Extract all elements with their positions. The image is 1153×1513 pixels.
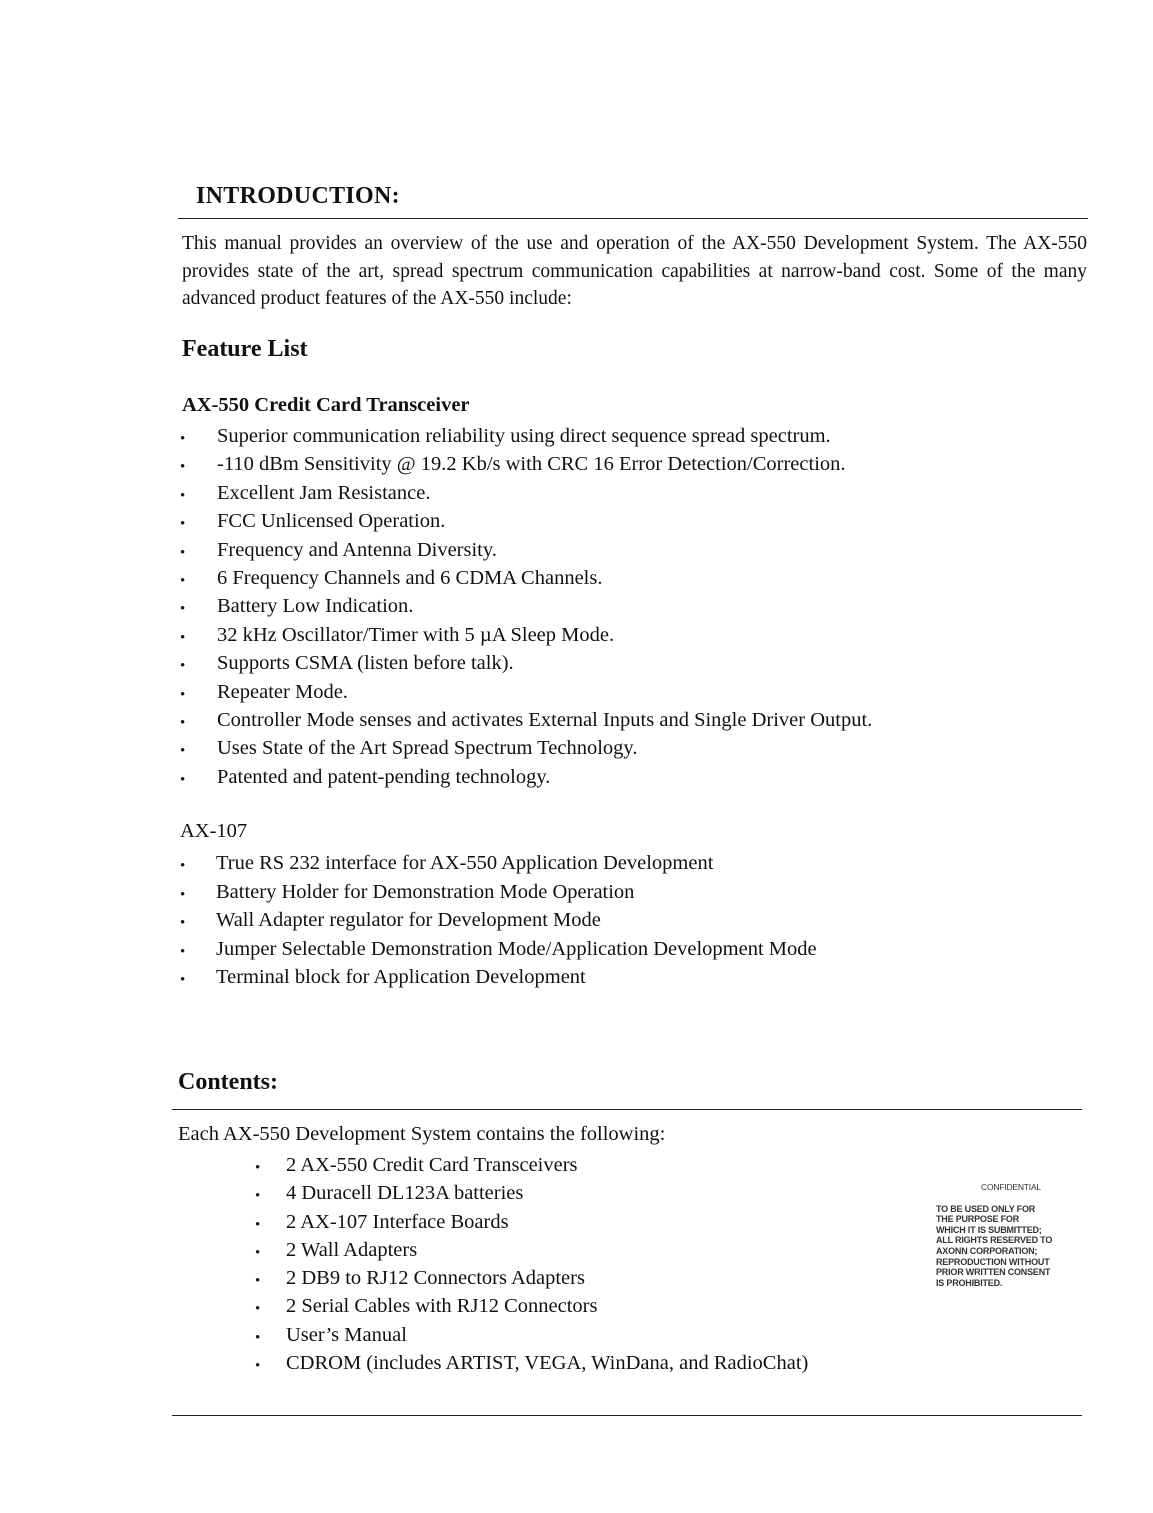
list-item — [255, 1151, 808, 1179]
contents-intro: Each AX-550 Development System contains the following: — [178, 1123, 666, 1145]
stamp-line: THE PURPOSE FOR — [936, 1214, 1020, 1225]
list-item-text: User’s Manual — [286, 1323, 407, 1346]
stamp-line: ALL RIGHTS RESERVED TO — [936, 1235, 1053, 1246]
list-item — [180, 963, 817, 992]
list-item-text: Supports CSMA (listen before talk). — [217, 652, 514, 675]
list-item-text: 2 AX-550 Credit Card Transceivers — [286, 1154, 578, 1176]
list-item-text: True RS 232 interface for AX-550 Application Development — [216, 852, 714, 874]
list-item — [255, 1208, 808, 1236]
list-item — [255, 1236, 808, 1264]
list-item — [180, 678, 872, 706]
list-item-text: 6 Frequency Channels and 6 CDMA Channels. — [217, 566, 603, 589]
confidential-stamp — [936, 1182, 1096, 1288]
confidential-stamp-lines — [936, 1204, 1096, 1289]
bullet-icon: • — [180, 943, 186, 960]
bullet-icon: • — [255, 1301, 261, 1318]
list-item-text: CDROM (includes ARTIST, VEGA, WinDana, and RadioChat) — [286, 1352, 809, 1375]
bullet-icon: • — [180, 516, 186, 533]
bullet-icon: • — [255, 1273, 261, 1290]
list-item-text: Battery Low Indication. — [217, 595, 414, 618]
list-item — [180, 849, 817, 878]
list-item-text: Repeater Mode. — [217, 680, 348, 703]
list-item-text: Frequency and Antenna Diversity. — [217, 538, 497, 561]
ax107-feature-list — [180, 849, 817, 992]
list-item-text: Jumper Selectable Demonstration Mode/Application Development Mode — [216, 937, 817, 960]
bullet-icon: • — [180, 714, 186, 731]
list-item-text: Battery Holder for Demonstration Mode Operation — [216, 880, 635, 903]
list-item — [180, 621, 872, 649]
bullet-icon: • — [180, 658, 186, 675]
stamp-line: TO BE USED ONLY FOR — [936, 1203, 1036, 1214]
introduction-rule — [178, 218, 1088, 219]
bullet-icon: • — [180, 459, 186, 476]
bullet-icon: • — [255, 1329, 261, 1346]
bullet-icon: • — [180, 743, 186, 760]
bullet-icon: • — [180, 629, 186, 646]
stamp-line: IS PROHIBITED. — [936, 1277, 1003, 1288]
list-item — [180, 906, 817, 935]
list-item — [180, 878, 817, 907]
introduction-heading: INTRODUCTION: — [196, 183, 400, 209]
bullet-icon: • — [180, 915, 186, 932]
bullet-icon: • — [180, 601, 186, 618]
list-item — [180, 649, 872, 677]
stamp-line: WHICH IT IS SUBMITTED; — [936, 1224, 1042, 1235]
contents-list — [255, 1151, 809, 1377]
transceiver-feature-list — [180, 422, 873, 791]
contents-rule — [172, 1109, 1082, 1110]
list-item-text: 2 DB9 to RJ12 Connectors Adapters — [286, 1267, 585, 1290]
list-item — [180, 564, 872, 592]
list-item — [255, 1179, 808, 1207]
bullet-icon: • — [255, 1216, 261, 1233]
list-item-text: Wall Adapter regulator for Development Mode — [216, 909, 601, 932]
list-item — [180, 479, 872, 507]
bullet-icon: • — [255, 1160, 261, 1176]
list-item — [255, 1321, 808, 1349]
stamp-line: PRIOR WRITTEN CONSENT — [936, 1267, 1051, 1278]
bullet-icon: • — [180, 972, 186, 989]
list-item — [180, 734, 872, 762]
list-item — [255, 1292, 808, 1320]
bullet-icon: • — [255, 1188, 261, 1205]
list-item-text: Patented and patent-pending technology. — [217, 765, 551, 788]
list-item-text: Superior communication reliability using direct sequence spread spectrum. — [217, 425, 831, 447]
list-item — [180, 763, 872, 791]
list-item-text: Terminal block for Application Development — [216, 966, 586, 989]
contents-heading: Contents: — [178, 1069, 278, 1095]
bullet-icon: • — [180, 771, 186, 788]
list-item-text: 2 Wall Adapters — [286, 1238, 418, 1261]
transceiver-heading: AX-550 Credit Card Transceiver — [182, 394, 470, 416]
ax107-heading: AX-107 — [180, 820, 248, 842]
list-item-text: Excellent Jam Resistance. — [217, 481, 431, 504]
bullet-icon: • — [180, 487, 186, 504]
confidential-stamp-title: CONFIDENTIAL — [981, 1182, 1041, 1192]
list-item-text: Controller Mode senses and activates External Inputs and Single Driver Output. — [217, 708, 873, 731]
stamp-line: AXONN CORPORATION; — [936, 1245, 1038, 1256]
list-item-text: -110 dBm Sensitivity @ 19.2 Kb/s with CRC 16 Error Detection/Correction. — [217, 453, 846, 476]
list-item-text: 4 Duracell DL123A batteries — [286, 1182, 524, 1205]
bullet-icon: • — [255, 1358, 261, 1375]
introduction-paragraph: This manual provides an overview of the use and operation of the AX-550 Development System. The AX-550 provides state of the art, spread spectrum communication capabilities at narrow-band cost. Some of the many advanced product features of the AX-550 include: — [182, 233, 1087, 309]
list-item — [180, 422, 872, 450]
bullet-icon: • — [255, 1244, 261, 1261]
bullet-icon: • — [180, 544, 186, 561]
list-item — [180, 536, 872, 564]
bullet-icon: • — [180, 572, 186, 589]
bullet-icon: • — [180, 858, 186, 874]
bullet-icon: • — [180, 431, 186, 447]
list-item — [180, 507, 872, 535]
list-item — [180, 450, 872, 478]
list-item — [180, 592, 872, 620]
list-item — [255, 1349, 809, 1377]
list-item-text: 32 kHz Oscillator/Timer with 5 µA Sleep Mode. — [217, 623, 615, 646]
feature-list-heading: Feature List — [182, 336, 308, 362]
list-item-text: 2 Serial Cables with RJ12 Connectors — [286, 1295, 598, 1318]
list-item-text: 2 AX-107 Interface Boards — [286, 1210, 509, 1233]
list-item — [180, 935, 817, 964]
bullet-icon: • — [180, 686, 186, 703]
stamp-line: REPRODUCTION WITHOUT — [936, 1256, 1050, 1267]
bullet-icon: • — [180, 886, 186, 903]
list-item — [180, 706, 873, 734]
list-item — [255, 1264, 808, 1292]
list-item-text: FCC Unlicensed Operation. — [217, 510, 446, 533]
list-item-text: Uses State of the Art Spread Spectrum Technology. — [217, 737, 638, 760]
bottom-rule — [172, 1415, 1082, 1416]
